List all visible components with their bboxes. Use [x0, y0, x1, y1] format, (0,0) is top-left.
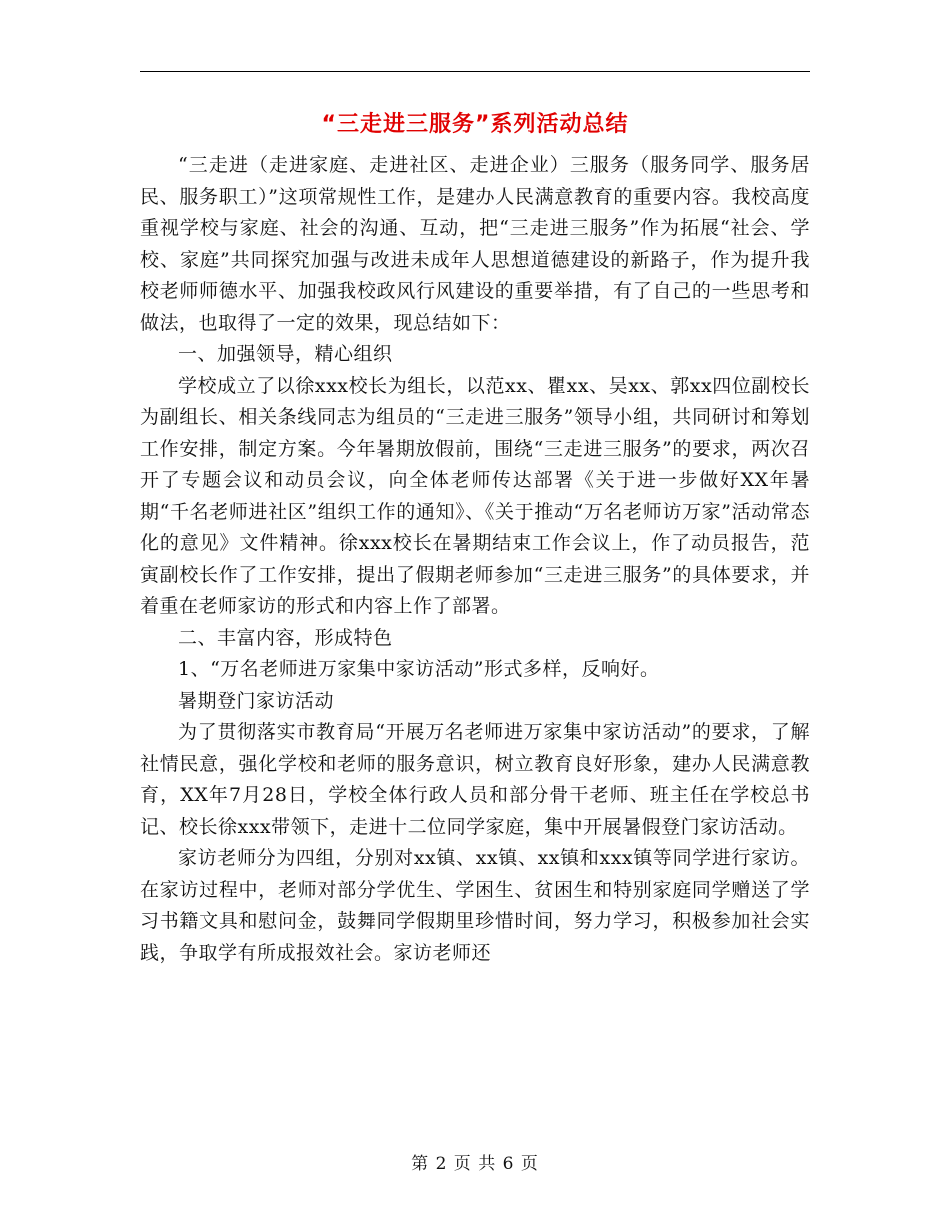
paragraph-home-visit: 为了贯彻落实市教育局“开展万名老师进万家集中家访活动”的要求，了解社情民意，强化学校和老师的服务意识，树立教育良好形象，建办人民满意教育，XX年7月28日，学校全体行政人员和部分骨干老师、班主任在学校总书记、校长徐xxx带领下，走进十二位同学家庭，集中开展暑假登门家访活动。 — [140, 721, 810, 838]
page-number-footer: 第 2 页 共 6 页 — [411, 1154, 539, 1174]
paragraph-leadership: 学校成立了以徐xxx校长为组长，以范xx、瞿xx、吴xx、郭xx四位副校长为副组长、相关条线同志为组员的“三走进三服务”领导小组，共同研讨和筹划工作安排，制定方案。今年暑期放假前，围绕“三走进三服务”的要求，两次召开了专题会议和动员会议，向全体老师传达部署《关于进一步做好XX年暑期“千名老师进社区”组织工作的通知》、《关于推动“万名老师访万家”活动常态化的意见》文件精神。徐xxx校长在暑期结束工作会议上，作了动员报告，范寅副校长作了工作安排，提出了假期老师参加“三走进三服务”的具体要求，并着重在老师家访的形式和内容上作了部署。 — [140, 374, 810, 617]
paragraph-intro: “三走进（走进家庭、走进社区、走进企业）三服务（服务同学、服务居民、服务职工）”这项常规性工作，是建办人民满意教育的重要内容。我校高度重视学校与家庭、社会的沟通、互动，把“三走进三服务”作为拓展“社会、学校、家庭”共同探究加强与改进未成年人思想道德建设的新路子，作为提升我校老师师德水平、加强我校政风行风建设的重要举措，有了自己的一些思考和做法，也取得了一定的效果，现总结如下： — [140, 154, 810, 334]
document-body — [140, 150, 810, 969]
section-heading-2: 二、丰富内容，形成特色 — [178, 626, 393, 649]
subsection-title-home-visit: 暑期登门家访活动 — [178, 689, 335, 712]
paragraph-visit-groups: 家访老师分为四组，分别对xx镇、xx镇、xx镇和xxx镇等同学进行家访。在家访过程中，老师对部分学优生、学困生、贫困生和特别家庭同学赠送了学习书籍文具和慰问金，鼓舞同学假期里珍惜时间，努力学习，积极参加社会实践，争取学有所成报效社会。家访老师还 — [140, 847, 810, 964]
section-heading-1: 一、加强领导，精心组织 — [178, 343, 393, 365]
document-title: “三走进三服务”系列活动总结 — [321, 112, 629, 137]
subsection-heading-1: 1、“万名老师进万家集中家访活动”形式多样，反响好。 — [178, 658, 660, 680]
header-rule — [140, 71, 810, 72]
